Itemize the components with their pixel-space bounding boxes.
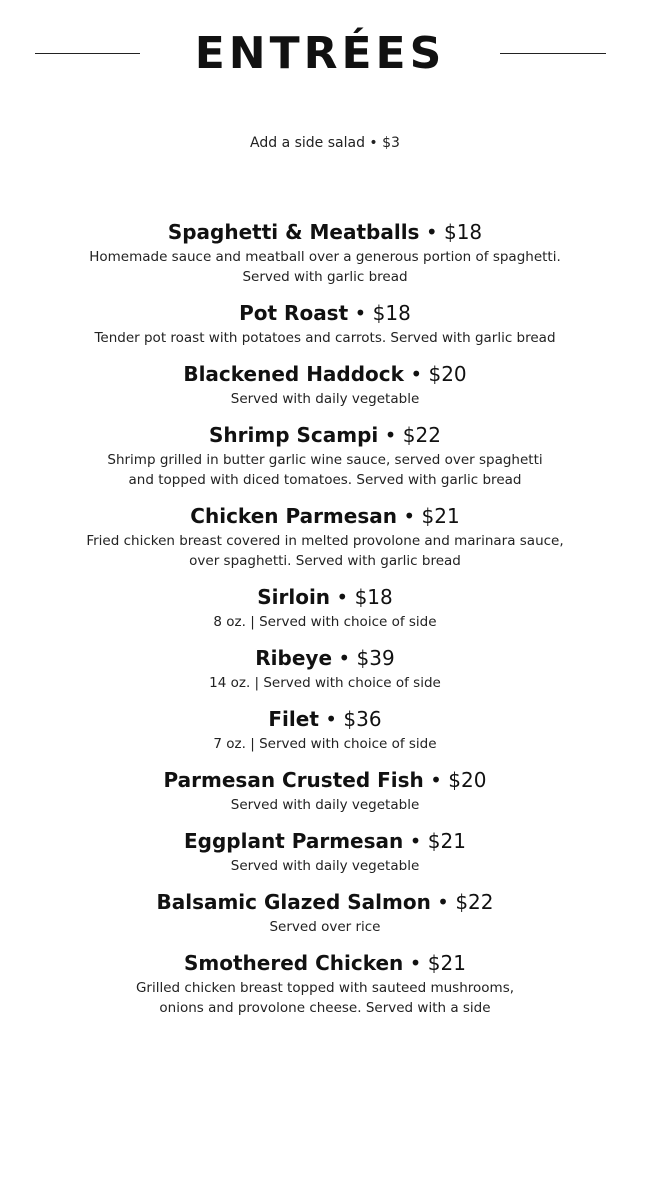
menu-item-description: 14 oz. | Served with choice of side — [209, 675, 441, 691]
side-salad-note: Add a side salad • $3 — [250, 135, 400, 151]
menu-item-description: Served with daily vegetable — [230, 858, 420, 874]
menu-item — [40, 643, 610, 693]
menu-item — [40, 217, 610, 287]
menu-item — [40, 948, 610, 1018]
menu-item-description: and topped with diced tomatoes. Served with garlic bread — [128, 472, 522, 488]
menu-item-heading — [40, 826, 610, 856]
menu-item-name: Ribeye — [255, 646, 333, 670]
menu-header — [0, 22, 650, 82]
price-separator: • — [384, 423, 397, 447]
menu-item-description: Shrimp grilled in butter garlic wine sauce, served over spaghetti — [107, 452, 543, 468]
menu-item-price: $18 — [354, 585, 393, 609]
menu-item-price: $18 — [372, 301, 411, 325]
menu-item-name: Spaghetti & Meatballs — [167, 220, 420, 244]
page-title: ENTRÉES — [194, 28, 446, 79]
header-rule-right — [500, 53, 606, 54]
menu-item — [40, 887, 610, 937]
price-separator: • — [403, 504, 416, 528]
menu-item-name: Eggplant Parmesan — [184, 829, 404, 853]
menu-item-price: $18 — [443, 220, 483, 244]
menu-item-heading — [40, 948, 610, 978]
menu-item-name: Blackened Haddock — [183, 362, 404, 386]
menu-item-name: Parmesan Crusted Fish — [163, 768, 424, 792]
menu-item-heading — [40, 887, 610, 917]
menu-item-name: Shrimp Scampi — [209, 423, 379, 447]
menu-item-description: 7 oz. | Served with choice of side — [213, 736, 437, 752]
menu-item-name: Filet — [268, 707, 319, 731]
menu-item-price: $21 — [421, 504, 460, 528]
price-separator: • — [409, 951, 422, 975]
menu-item-description: over spaghetti. Served with garlic bread — [189, 553, 461, 569]
menu-item — [40, 420, 610, 490]
menu-item-description: onions and provolone cheese. Served with a side — [159, 1000, 491, 1016]
header-rule-left — [35, 53, 140, 54]
menu-item — [40, 298, 610, 348]
menu-item-heading — [40, 359, 610, 389]
menu-item — [40, 359, 610, 409]
menu-item-description: 8 oz. | Served with choice of side — [213, 614, 437, 630]
price-separator: • — [425, 220, 438, 244]
price-separator: • — [325, 707, 338, 731]
menu-item-price: $21 — [427, 829, 466, 853]
menu-item-heading — [40, 643, 610, 673]
price-separator: • — [430, 768, 442, 792]
menu-item — [40, 765, 610, 815]
price-separator: • — [437, 890, 449, 914]
menu-item-description: Homemade sauce and meatball over a generous portion of spaghetti. — [89, 249, 561, 265]
menu-item-description: Served with garlic bread — [242, 269, 408, 285]
menu-item-description: Fried chicken breast covered in melted provolone and marinara sauce, — [86, 533, 564, 549]
menu-item — [40, 826, 610, 876]
menu-item-description: Served over rice — [269, 919, 381, 935]
entree-list — [40, 217, 610, 1018]
menu-item-description: Tender pot roast with potatoes and carrots. Served with garlic bread — [94, 330, 556, 346]
menu-item-name: Pot Roast — [239, 301, 349, 325]
menu-item-heading — [40, 420, 610, 450]
menu-item-price: $20 — [428, 362, 467, 386]
menu-item-description: Grilled chicken breast topped with sauteed mushrooms, — [135, 980, 515, 996]
menu-item-price: $21 — [427, 951, 466, 975]
menu-item-price: $20 — [448, 768, 487, 792]
price-separator: • — [409, 829, 422, 853]
price-separator: • — [410, 362, 423, 386]
menu-item-heading — [40, 582, 610, 612]
menu-item-name: Sirloin — [257, 585, 331, 609]
menu-item-price: $22 — [402, 423, 441, 447]
menu-item — [40, 501, 610, 571]
menu-item-description: Served with daily vegetable — [230, 391, 420, 407]
menu-item-description: Served with daily vegetable — [230, 797, 420, 813]
menu-item — [40, 704, 610, 754]
menu-item-heading — [40, 217, 610, 247]
menu-item-price: $22 — [455, 890, 494, 914]
menu-item-name: Balsamic Glazed Salmon — [156, 890, 431, 914]
price-separator: • — [354, 301, 367, 325]
menu-item-name: Smothered Chicken — [184, 951, 404, 975]
menu-item-heading — [40, 704, 610, 734]
menu-item-heading — [40, 765, 610, 795]
price-separator: • — [336, 585, 349, 609]
menu-item-price: $36 — [343, 707, 382, 731]
menu-item-price: $39 — [356, 646, 395, 670]
menu-item — [40, 582, 610, 632]
price-separator: • — [338, 646, 351, 670]
menu-item-heading — [40, 501, 610, 531]
menu-item-heading — [40, 298, 610, 328]
menu-item-name: Chicken Parmesan — [190, 504, 397, 528]
